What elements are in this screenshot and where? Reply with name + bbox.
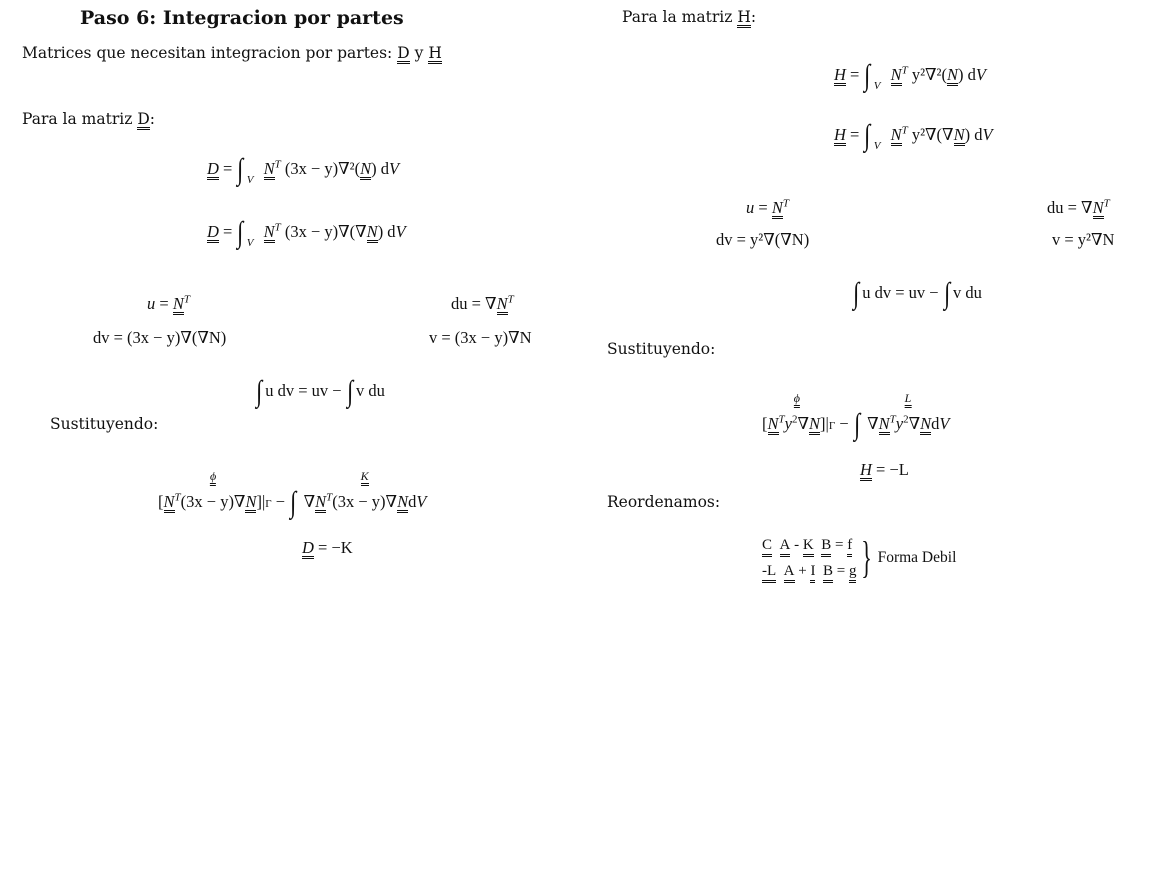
h-u-definition: $u = N^T$: [746, 198, 789, 219]
integral-sign: ∫: [853, 277, 860, 310]
integral-domain: V: [246, 174, 254, 186]
intro-conjunction: y: [414, 44, 424, 62]
integral-sign: ∫: [256, 375, 263, 408]
h-parts-formula: ∫ u dv = uv − ∫ v du: [853, 277, 982, 310]
d-du-definition: du = $\nabla N^T$: [451, 294, 514, 315]
h-heading-prefix: Para la matriz: [622, 8, 733, 26]
reorder-label: Reordenamos:: [607, 493, 721, 511]
integral-sign: ∫: [864, 119, 871, 152]
weak-form-row-1: C A - K B = f: [762, 532, 856, 558]
d-substitution-label: Sustituyendo:: [50, 415, 159, 433]
d-dv-definition: dv = (3x − y)∇(∇N): [93, 328, 227, 347]
d-heading-colon: :: [149, 110, 155, 128]
integral-domain: V: [246, 237, 254, 249]
page-title: Paso 6: Integracion por partes: [80, 7, 404, 29]
h-dv-definition: dv = y²∇(∇N): [716, 230, 810, 249]
h-substitution-equation: [$N^T$ ϕ $y^2\nabla N]|\Gamma$ − ∫ $\nabla N^T$ L $y^2\nabla NdV$: [762, 391, 950, 441]
d-section-heading: [22, 110, 155, 130]
intro-line: [22, 44, 442, 64]
d-eq2-n: N: [367, 223, 378, 243]
right-brace: }: [861, 533, 873, 582]
integral-sign: ∫: [290, 486, 297, 519]
h-equation-1: H = ∫ $_V$ $N^T$ y²∇²(N) dV: [834, 59, 986, 92]
h-section-heading: [622, 8, 756, 28]
h-du-definition: du = $\nabla N^T$: [1047, 198, 1110, 219]
d-eq1-n: N: [360, 160, 371, 180]
integral-domain: V: [873, 80, 881, 92]
intro-matrix-h: H: [428, 45, 442, 64]
d-heading-prefix: Para la matriz: [22, 110, 133, 128]
d-eq2-body: (3x − y)∇(∇: [284, 222, 367, 241]
integral-sign: ∫: [346, 375, 353, 408]
integral-sign: ∫: [864, 59, 871, 92]
integral-sign: ∫: [853, 408, 860, 441]
weak-form-system: [762, 532, 956, 584]
h-substitution-label: Sustituyendo:: [607, 340, 716, 358]
d-eq1-nt: N: [264, 160, 275, 180]
integral-domain: V: [873, 140, 881, 152]
d-substitution-equation: [$N^T$ ϕ (3x − y)∇N]|Γ − ∫ $\nabla N^T$ K (3x − y)∇NdV: [158, 469, 427, 519]
d-equation-2: D = ∫ $_V$ $N^T$ (3x − y)∇(∇N) dV: [207, 216, 406, 249]
d-u-definition: $u = N^T$: [147, 294, 190, 315]
phi-label: ϕ: [210, 470, 216, 486]
h-v-definition: v = y²∇N: [1052, 230, 1115, 249]
d-eq1-lhs: D: [207, 160, 219, 180]
d-eq1-body: (3x − y)∇²(: [284, 159, 361, 178]
k-overbrace: K (3x − y)∇: [332, 469, 398, 511]
intro-text: Matrices que necesitan integracion por partes:: [22, 44, 393, 62]
d-eq2-lhs: D: [207, 223, 219, 243]
formula-lhs: u dv = uv −: [265, 381, 342, 400]
d-result: D = −K: [302, 538, 353, 559]
weak-form-label: Forma Debil: [877, 549, 957, 566]
integral-sign: ∫: [237, 216, 244, 249]
l-overbrace: L $y^2\nabla$: [895, 391, 921, 433]
h-heading-colon: :: [750, 8, 757, 26]
d-eq2-nt: N: [264, 223, 275, 243]
h-heading-matrix: H: [737, 9, 751, 28]
d-equation-1: D = ∫ $_V$ $N^T$ (3x − y)∇²(N) dV: [207, 153, 400, 186]
h-equation-2: H = ∫ $_V$ $N^T$ y²∇(∇N) dV: [834, 119, 993, 152]
d-v-definition: v = (3x − y)∇N: [429, 328, 532, 347]
d-parts-formula: [255, 372, 385, 408]
h-result: H = −L: [860, 460, 909, 481]
phi-overbrace: ϕ $y^2\nabla$: [784, 391, 809, 433]
k-label: K: [361, 470, 369, 486]
integral-sign: ∫: [237, 153, 244, 186]
intro-matrix-d: D: [397, 45, 409, 64]
integral-sign: ∫: [943, 277, 950, 310]
formula-rhs: v du: [355, 381, 385, 400]
phi-overbrace: ϕ (3x − y)∇: [180, 469, 246, 511]
weak-form-row-2: -L A + I B = g: [762, 558, 856, 584]
d-heading-matrix: D: [137, 111, 149, 130]
l-label: L: [905, 392, 912, 408]
phi-label: ϕ: [794, 392, 800, 408]
